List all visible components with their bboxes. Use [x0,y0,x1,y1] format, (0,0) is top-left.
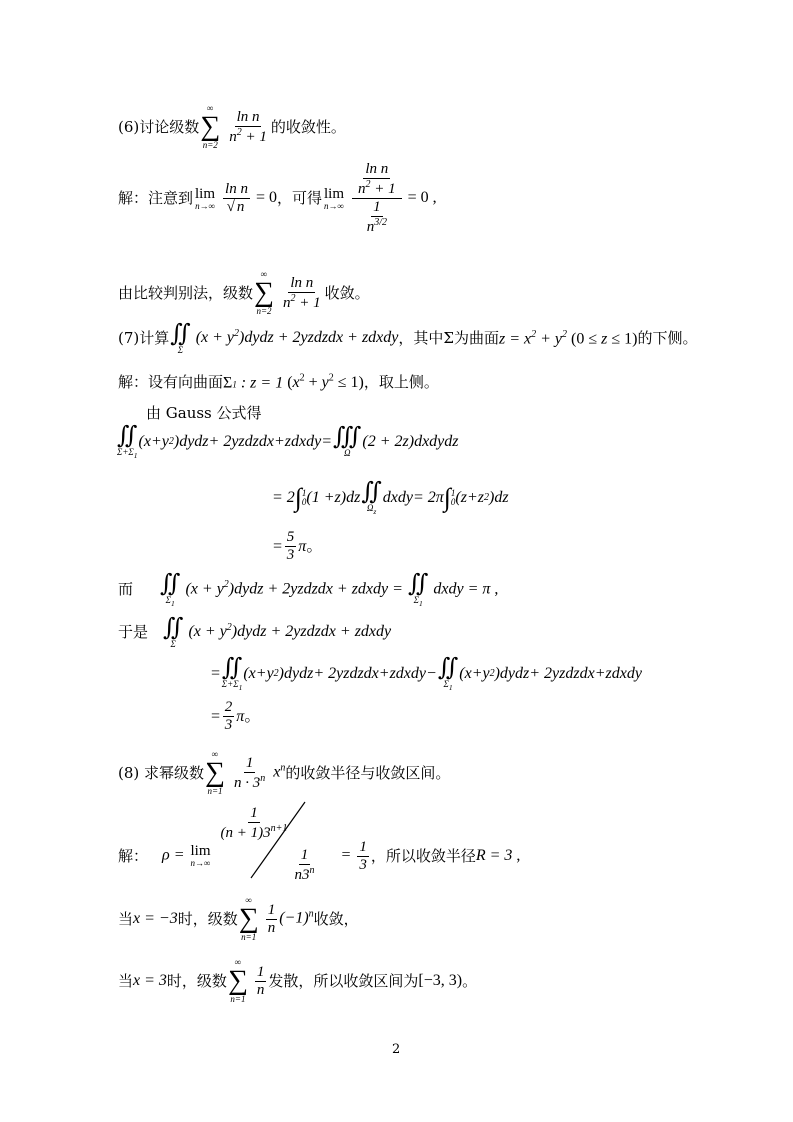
power-series-expr: ∞ ∑ n=1 $\frac{1}{n \cdot 3^n}$ $x^n$ [205,749,286,796]
sigma1-definition: Σ1 : z = 1 $(x^2 + y^2 \le 1)$ [223,373,364,392]
gauss-label: 由 Gauss 公式得 [146,404,262,422]
case-x-3 [118,958,477,1004]
gauss-equation-line-3: = $\frac{5}{3}$ π 。 [272,529,323,563]
final-result-7: = $\frac{2}{3}$ π 。 [210,699,261,733]
problem-7-solution-setup [118,374,439,391]
x-equals-3: x = 3 [133,972,167,989]
limit-expr-2: lim n→∞ $\frac{\frac{\text{ln n}}{n^2 + 1}}{\frac{1}{n^{3/2}}}$ = 0 , [324,161,437,235]
surface-integral-expr: ∬ Σ $(x + y^2)dydz$ + 2yzdzdx + zdxdy [170,321,399,355]
sigma1-integral-expr: ∬ $\Sigma_1$ $(x + y^2)dydz$ + 2yzdzdx + zdxdy = ∬ $\Sigma_1$ dxdy = π , [160,571,499,608]
sum-series-ln-2: ∞ ∑ n=2 $\frac{\text{ln n}}{n^2 + 1}$ [254,269,321,316]
gauss-equation-line-1: ∬ $\Sigma+\Sigma_1$ ( x + y 2 ) dydz + 2 yzdzdx + zdxdy = ∭ Ω (2 + 2 z ) dxdydz [117,423,459,460]
difference-equation-line: = ∬ $\Sigma+\Sigma_1$ ( x + y 2 ) dydz + 2 yzdzdx + zdxdy − ∬ $\Sigma_1$ ( x + y 2 ) dydz + 2 yzdzdx + zdxdy [210,655,642,692]
er-label: 而 [118,580,134,599]
case2-end: 。 [462,971,478,990]
solution-7-mid: ，取上侧。 [363,373,439,392]
case2-lead: 当 [118,971,134,990]
case1-mid: 时，级数 [177,909,238,928]
problem-6-solution [118,162,437,235]
problem-6-question [118,104,346,150]
case-x-neg3 [118,896,359,942]
problem-6-conclusion [118,270,370,316]
conclusion-6-tail: 收敛。 [324,283,370,302]
alternating-series: ∞ ∑ n=1 $\frac{1}{n}$ $(-1)^n$ [238,895,314,942]
problem-8-question [118,750,450,796]
yushi-label: 于是 [118,623,149,641]
problem-6-tail: 的收敛性。 [270,117,346,136]
case1-lead: 当 [118,909,134,928]
problem-7-question [118,322,698,355]
radius-label: ，所以收敛半径 [370,846,476,865]
x-equals-neg3: x = −3 [133,910,178,927]
problem-8-label: (8) 求幂级数 [118,763,205,782]
page-number: 2 [392,1042,401,1057]
sigma1-integral-line [118,572,498,607]
problem-7-mid: ，其中Σ为曲面 [398,329,499,347]
gauss-equation-line-2: = 2 ∫ 1 0 (1 + z ) dz ∬ $\Omega_z$ dxdy = 2π ∫ 1 0 ( z + z 2 ) dz [272,479,509,516]
problem-8-solution [118,805,521,886]
rho-limit-expr: ρ = lim n→∞ $\frac{1}{(n + 1)3^{n+1}}$ $\frac{1}{n3^n}$ = $\frac{1}{3}$ [162,805,367,883]
limit-expr-1: lim n→∞ $\frac{\text{ln n}}{√ n}$ = 0 [195,181,277,215]
case1-tail: 收敛， [313,909,359,928]
problem-7-tail: 的下侧。 [637,329,698,347]
gauss-formula-note [146,406,262,421]
sum-series-ln: ∞ ∑ n=2 $\frac{\text{ln n}}{n^2 + 1}$ [200,103,267,150]
problem-8-tail: 的收敛半径与收敛区间。 [285,763,451,782]
radius-value: R = 3 , [475,847,521,864]
target-integral-expr: ∬ Σ $(x + y^2)dydz$ + 2yzdzdx + zdxdy [163,615,392,649]
yushi-line [118,616,391,649]
case2-mid: 时，级数 [166,971,227,990]
solution-6-lead: 解：注意到 [118,189,194,207]
problem-7-label: (7)计算 [118,329,170,347]
harmonic-series: ∞ ∑ n=1 $\frac{1}{n}$ [227,957,265,1004]
solution-6-mid: ，可得 [276,189,322,207]
surface-equation: $z = x^2 + y^2$ (0 ≤ z ≤ 1) [498,328,638,348]
interval-value: [−3, 3) [418,972,463,989]
conclusion-6-lead: 由比较判别法，级数 [118,283,254,302]
case2-tail: 发散，所以收敛区间为 [268,971,419,990]
solution-8-lead: 解： [118,846,149,865]
solution-7-lead: 解：设有向曲面 [118,373,224,392]
problem-6-label: (6)讨论级数 [118,117,200,136]
